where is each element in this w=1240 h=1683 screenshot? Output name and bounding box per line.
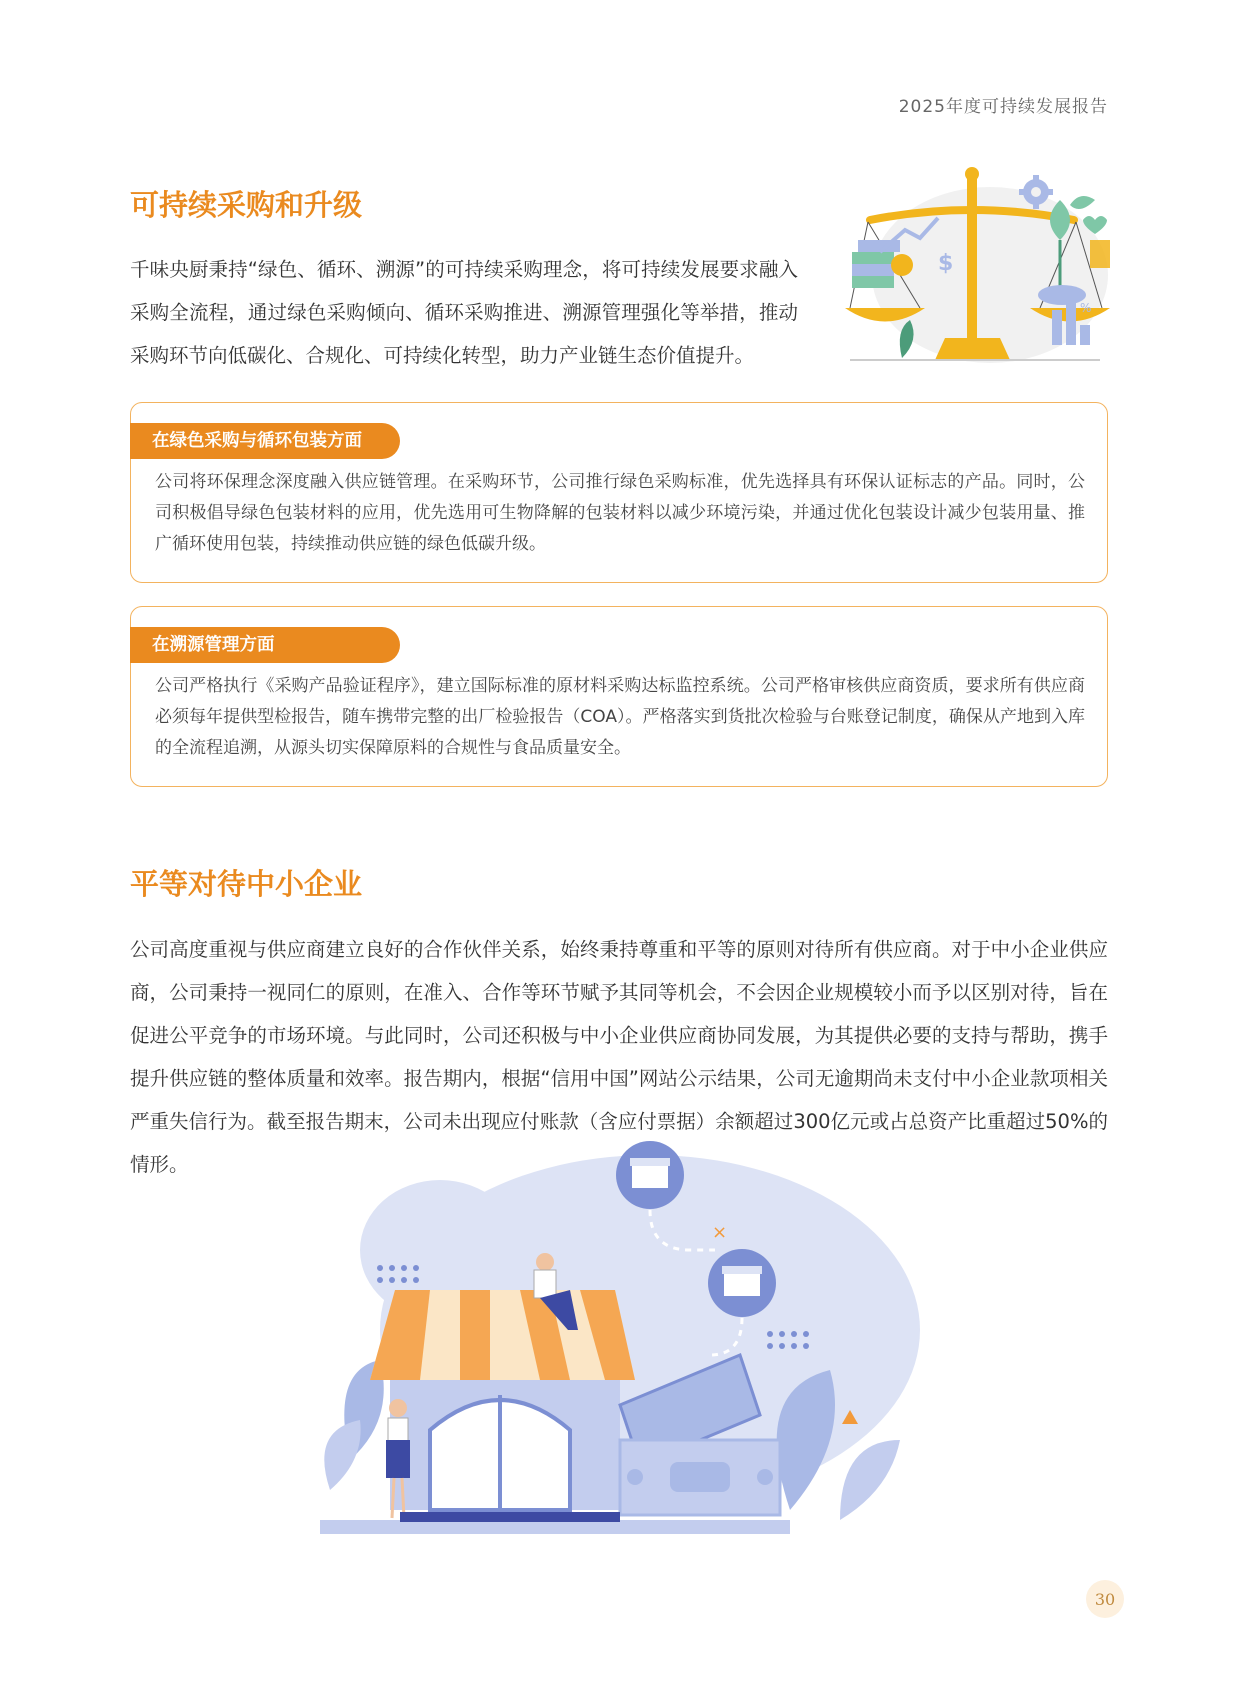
- store-bubble-icon: [708, 1249, 776, 1317]
- storefront-illustration: [320, 1140, 920, 1545]
- dollar-icon: $: [938, 251, 954, 276]
- percent-icon: %: [1080, 301, 1092, 315]
- section-title-sustainable-procurement: 可持续采购和升级: [130, 188, 363, 222]
- traceability-tag: 在溯源管理方面: [130, 627, 400, 663]
- section-title-equal-treatment: 平等对待中小企业: [130, 867, 363, 901]
- green-procurement-body: 公司将环保理念深度融入供应链管理。在采购环节，公司推行绿色采购标准，优先选择具有环保认证标志的产品。同时，公司积极倡导绿色包装材料的应用，优先选用可生物降解的包装材料以减少环境污染，并通过优化包装设计减少包装用量、推广循环使用包装，持续推动供应链的绿色低碳升级。: [155, 472, 1085, 554]
- traceability-box: [130, 606, 1108, 787]
- plant-icon: [1070, 196, 1095, 209]
- ground-line: [320, 1520, 790, 1534]
- scale-base: [935, 338, 1010, 360]
- traceability-body: 公司严格执行《采购产品验证程序》，建立国际标准的原材料采购达标监控系统。公司严格审核供应商资质，要求所有供应商必须每年提供型检报告，随车携带完整的出厂检验报告（COA）。严格落实到货批次检验与台账登记制度，确保从产地到入库的全流程追溯，从源头切实保障原料的合规性与食品质量安全。: [155, 676, 1085, 758]
- store-bubble-icon: [616, 1141, 684, 1209]
- cross-decoration-icon: ×: [712, 1222, 728, 1243]
- scale-pole: [967, 178, 977, 340]
- green-procurement-box: [130, 402, 1108, 583]
- scale-top: [965, 167, 979, 181]
- equal-treatment-paragraph: 公司高度重视与供应商建立良好的合作伙伴关系，始终秉持尊重和平等的原则对待所有供应商。对于中小企业供应商，公司秉持一视同仁的原则，在准入、合作等环节赋予其同等机会，不会因企业规模较小而予以区别对待，旨在促进公平竞争的市场环境。与此同时，公司还积极与中小企业供应商协同发展，为其提供必要的支持与帮助，携手提升供应链的整体质量和效率。报告期内，根据“信用中国”网站公示结果，公司无逾期尚未支付中小企业款项相关严重失信行为。截至报告期末，公司未出现应付账款（含应付票据）余额超过300亿元或占总资产比重超过50%的情形。: [130, 938, 1108, 1176]
- page-number: 30: [1086, 1580, 1124, 1618]
- green-procurement-tag: 在绿色采购与循环包装方面: [130, 423, 400, 459]
- document-icon: [1090, 240, 1110, 268]
- balance-scale-illustration: [840, 160, 1110, 365]
- section-intro-paragraph: 千味央厨秉持“绿色、循环、溯源”的可持续采购理念，将可持续发展要求融入采购全流程，通过绿色采购倾向、循环采购推进、溯源管理强化等举措，推动采购环节向低碳化、合规化、可持续化转型，助力产业链生态价值提升。: [130, 258, 798, 367]
- store-awning: [370, 1290, 635, 1380]
- report-title: 2025年度可持续发展报告: [898, 97, 1108, 117]
